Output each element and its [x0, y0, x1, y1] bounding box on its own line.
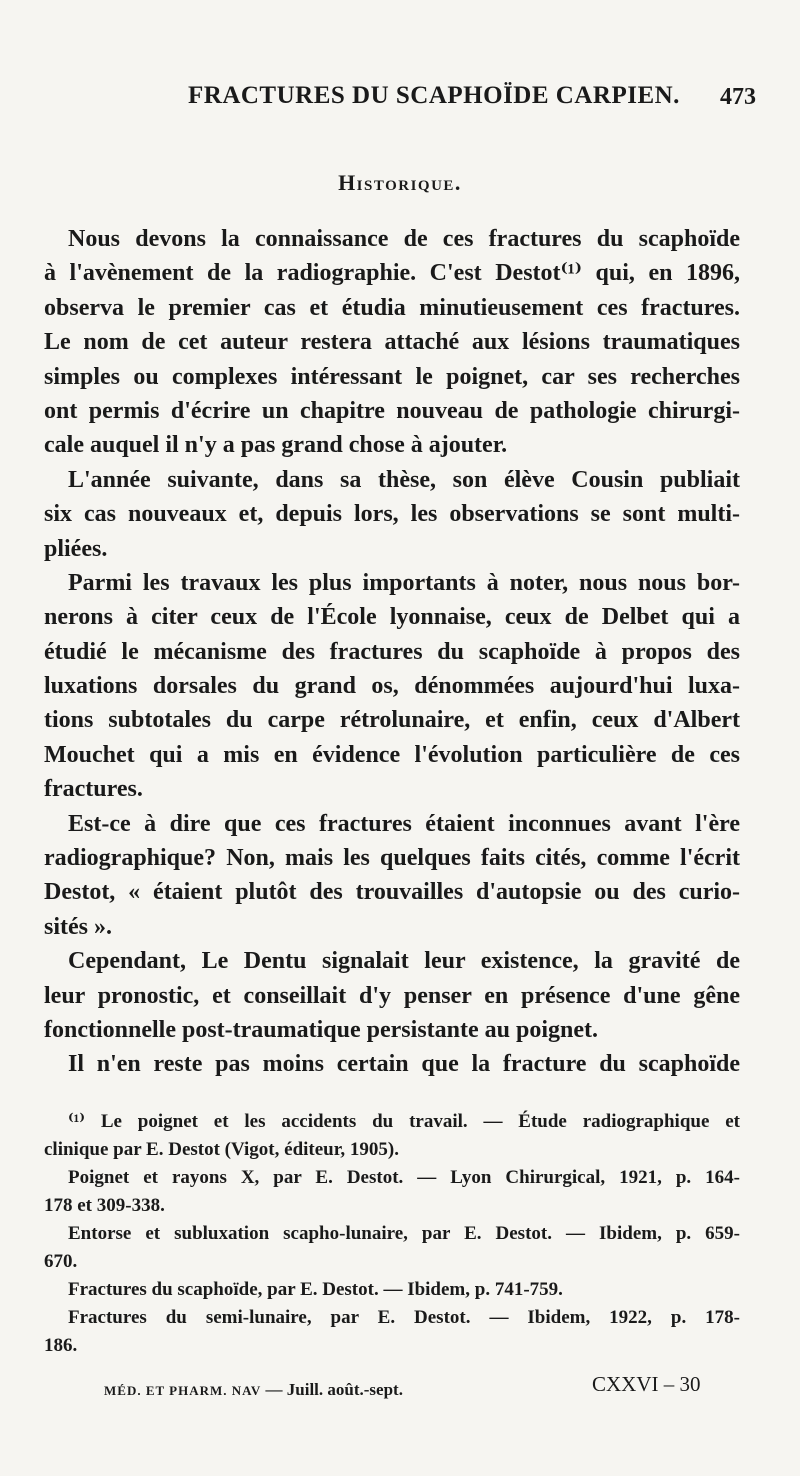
running-header: [0, 82, 800, 114]
text-line: luxations dorsales du grand os, dénommées aujourd'hui luxa-: [44, 673, 740, 700]
text-line: tions subtotales du carpe rétrolunaire, et enfin, ceux d'Albert: [44, 707, 740, 734]
text-line: observa le premier cas et étudia minutieusement ces fractures.: [44, 294, 740, 321]
section-heading: Historique.: [338, 170, 462, 195]
journal-abbreviation: MÉD. ET PHARM. NAV: [104, 1383, 262, 1398]
text-line: fonctionnelle post-traumatique persistante au poignet.: [44, 1016, 598, 1043]
text-line: cale auquel il n'y a pas grand chose à ajouter.: [44, 432, 508, 459]
text-line: Parmi les travaux les plus importants à noter, nous nous bor-: [68, 569, 740, 596]
text-line: à l'avènement de la radiographie. C'est Destot⁽¹⁾ qui, en 1896,: [44, 260, 740, 287]
body-text: [44, 222, 740, 1082]
text-line: radiographique? Non, mais les quelques faits cités, comme l'écrit: [44, 845, 740, 872]
footnote-line: Poignet et rayons X, par E. Destot. — Lyon Chirurgical, 1921, p. 164-: [68, 1167, 740, 1188]
text-line: ont permis d'écrire un chapitre nouveau de pathologie chirurgi-: [44, 397, 740, 424]
text-line: Est-ce à dire que ces fractures étaient inconnues avant l'ère: [68, 810, 740, 837]
text-line: sités ».: [44, 913, 112, 940]
text-line: Cependant, Le Dentu signalait leur existence, la gravité de: [68, 948, 740, 975]
text-line: fractures.: [44, 776, 143, 803]
text-line: étudié le mécanisme des fractures du scaphoïde à propos des: [44, 638, 740, 665]
footnote-line: 670.: [44, 1251, 78, 1272]
text-line: Destot, « étaient plutôt des trouvailles d'autopsie ou des curio-: [44, 879, 740, 906]
text-line: Le nom de cet auteur restera attaché aux lésions traumatiques: [44, 329, 740, 356]
footnote-line: clinique par E. Destot (Vigot, éditeur, 1905).: [44, 1139, 400, 1160]
footnote-line: 178 et 309-338.: [44, 1195, 165, 1216]
page-number: 473: [720, 84, 756, 110]
page-footer: [0, 1372, 800, 1410]
text-line: Nous devons la connaissance de ces fractures du scaphoïde: [68, 226, 740, 252]
issue-period: — Juill. août.-sept.: [265, 1380, 403, 1399]
footer-journal: [104, 1380, 403, 1400]
text-line: six cas nouveaux et, depuis lors, les observations se sont multi-: [44, 501, 740, 528]
text-line: Il n'en reste pas moins certain que la fracture du scaphoïde: [68, 1051, 740, 1078]
footnote-line: Fractures du semi-lunaire, par E. Destot. — Ibidem, 1922, p. 178-: [68, 1307, 740, 1328]
text-line: simples ou complexes intéressant le poignet, car ses recherches: [44, 363, 740, 390]
text-line: L'année suivante, dans sa thèse, son élève Cousin publiait: [68, 466, 740, 493]
footnote-line: 186.: [44, 1335, 78, 1356]
signature-mark: CXXVI – 30: [592, 1372, 701, 1396]
text-line: nerons à citer ceux de l'École lyonnaise, ceux de Delbet qui a: [44, 604, 740, 631]
footnote-line: Entorse et subluxation scapho-lunaire, par E. Destot. — Ibidem, p. 659-: [68, 1223, 740, 1244]
footnotes: [44, 1108, 740, 1360]
text-line: leur pronostic, et conseillait d'y penser en présence d'une gêne: [44, 982, 740, 1009]
running-title: FRACTURES DU SCAPHOÏDE CARPIEN.: [188, 82, 680, 109]
footnote-line: Fractures du scaphoïde, par E. Destot. — Ibidem, p. 741-759.: [68, 1279, 563, 1300]
text-line: Mouchet qui a mis en évidence l'évolution particulière de ces: [44, 741, 740, 768]
footnote-line: ⁽¹⁾ Le poignet et les accidents du travail. — Étude radiographique et: [68, 1111, 740, 1132]
text-line: pliées.: [44, 535, 108, 562]
